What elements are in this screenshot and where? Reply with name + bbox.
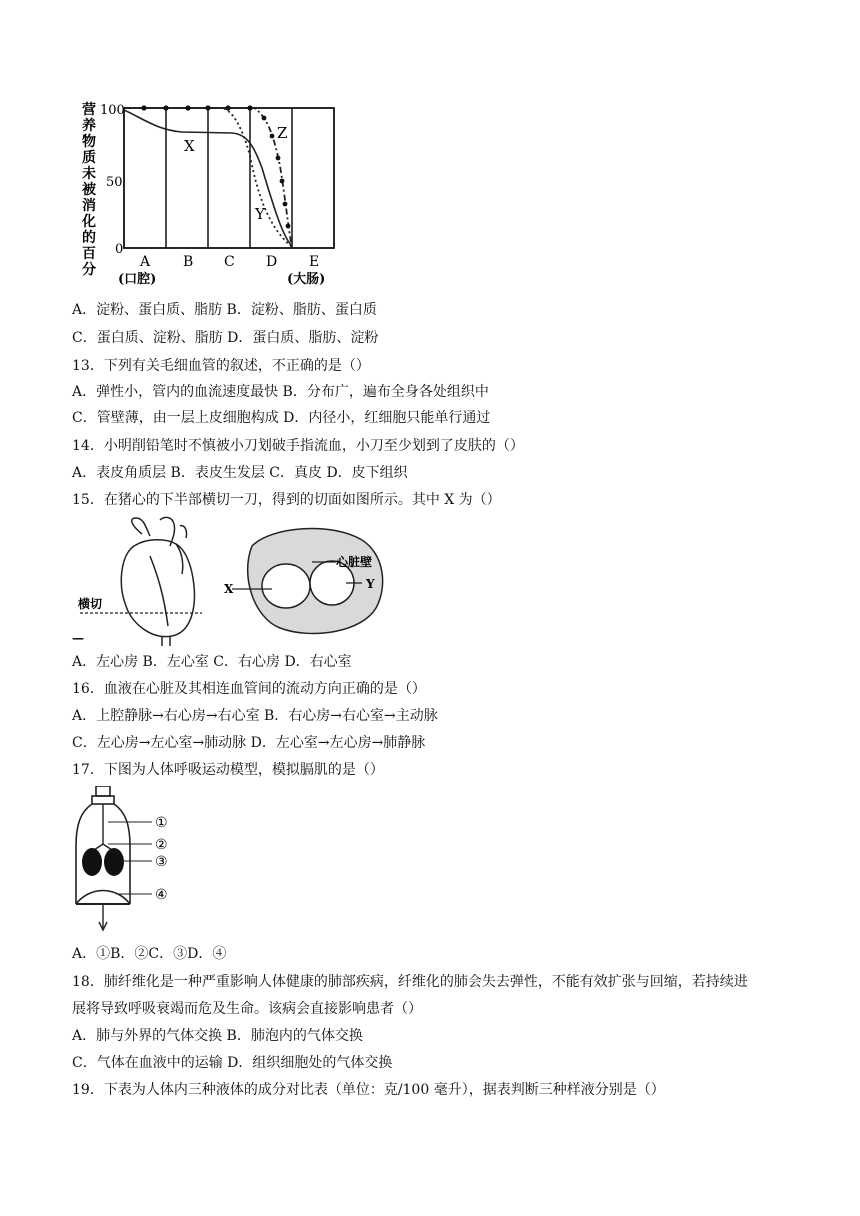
x-tick-c: C [224, 254, 235, 270]
q14-stem: 14．小明削铅笔时不慎被小刀划破手指流血，小刀至少划到了皮肤的（） [72, 438, 524, 454]
y-label-char: 物 [82, 134, 96, 150]
chamber-x [262, 564, 310, 608]
x-tick-d: D [266, 254, 278, 270]
q18-option-line-1: A．肺与外界的气体交换 B．肺泡内的气体交换 [72, 1028, 363, 1044]
q17-options: A．①B．②C．③D．④ [72, 946, 227, 962]
q13-option-line-2: C．管壁薄，由一层上皮细胞构成 D．内径小，红细胞只能单行通过 [72, 410, 491, 426]
heart-drawing [121, 517, 194, 646]
y-tick-0: 0 [115, 242, 124, 257]
y-label-char: 未 [82, 166, 96, 182]
curve-label-x: X [184, 137, 195, 155]
x-tick-b: B [183, 254, 194, 270]
x-sub-mouth: (口腔) [118, 272, 157, 286]
left-lung [82, 848, 102, 876]
label-1: ① [155, 815, 168, 831]
label-heart-wall: 心脏壁 [336, 555, 373, 569]
q18-option-line-2: C．气体在血液中的运输 D．组织细胞处的气体交换 [72, 1055, 393, 1071]
x-tick-e: E [309, 254, 320, 270]
q15-options: A．左心房 B．左心室 C．右心房 D．右心室 [72, 654, 352, 670]
y-label-char: 质 [82, 150, 96, 166]
q12-option-line-2: C．蛋白质、淀粉、脂肪 D．蛋白质、脂肪、淀粉 [72, 330, 379, 346]
bell-jar [76, 786, 130, 904]
q13-stem: 13．下列有关毛细血管的叙述，不正确的是（） [72, 358, 370, 374]
chart-frame [124, 108, 334, 248]
curve-label-y: Y [255, 205, 265, 223]
y-label-char: 的 [82, 230, 96, 246]
q18-stem-line-1: 18．肺纤维化是一种严重影响人体健康的肺部疾病，纤维化的肺会失去弹性，不能有效扩张与回缩，若持续进 [72, 974, 748, 990]
respiration-model-svg [72, 786, 192, 934]
q14-options: A．表皮角质层 B．表皮生发层 C．真皮 D．皮下组织 [72, 465, 408, 481]
y-label-char: 被 [82, 182, 96, 198]
y-tick-50: 50 [106, 175, 123, 190]
x-tick-a: A [140, 254, 151, 270]
x-sub-large-intestine: (大肠) [287, 272, 326, 286]
q13-option-line-1: A．弹性小，管内的血流速度最快 B．分布广，遍布全身各处组织中 [72, 384, 489, 400]
q16-option-line-1: A．上腔静脉→右心房→右心室 B．右心房→右心室→主动脉 [72, 708, 438, 724]
diaphragm-membrane [76, 891, 130, 905]
respiration-model-figure [72, 786, 192, 934]
q19-stem: 19．下表为人体内三种液体的成分对比表（单位：克/100 毫升），据表判断三种样液分别是（） [72, 1082, 665, 1098]
cut-dash: — [72, 631, 84, 645]
y-label-char: 百 [82, 246, 96, 262]
q18-stem-line-2: 展将导致呼吸衰竭而危及生命。该病会直接影响患者（） [72, 1001, 422, 1017]
q17-stem: 17．下图为人体呼吸运动模型，模拟膈肌的是（） [72, 762, 384, 778]
heart-svg [72, 516, 412, 646]
heart-figure [72, 516, 412, 646]
label-2: ② [155, 837, 168, 853]
q16-option-line-2: C．左心房→左心室→肺动脉 D．左心室→左心房→肺静脉 [72, 735, 426, 751]
y-label-char: 化 [82, 214, 96, 230]
q16-stem: 16．血液在心脏及其相连血管间的流动方向正确的是（） [72, 681, 426, 697]
y-label-char: 分 [82, 262, 96, 278]
y-label-char: 消 [82, 198, 96, 214]
label-x: X [224, 582, 234, 596]
curve-label-z: Z [277, 124, 288, 142]
label-4: ④ [155, 887, 168, 903]
y-tick-100: 100 [100, 103, 125, 118]
q12-option-line-1: A．淀粉、蛋白质、脂肪 B．淀粉、脂肪、蛋白质 [72, 302, 377, 318]
label-3: ③ [155, 854, 168, 870]
q15-stem: 15．在猪心的下半部横切一刀，得到的切面如图所示。其中 X 为（） [72, 492, 501, 508]
label-y: Y [366, 577, 375, 591]
y-label-char: 养 [82, 118, 96, 134]
digestion-chart-figure [82, 96, 352, 286]
bronchi [94, 844, 112, 850]
y-axis-label [82, 101, 97, 278]
right-lung [104, 848, 124, 876]
cut-label: 横切 [78, 597, 103, 611]
digestion-chart-svg [82, 96, 352, 286]
curve-z-dots [141, 105, 290, 228]
y-label-char: 营 [82, 102, 96, 118]
